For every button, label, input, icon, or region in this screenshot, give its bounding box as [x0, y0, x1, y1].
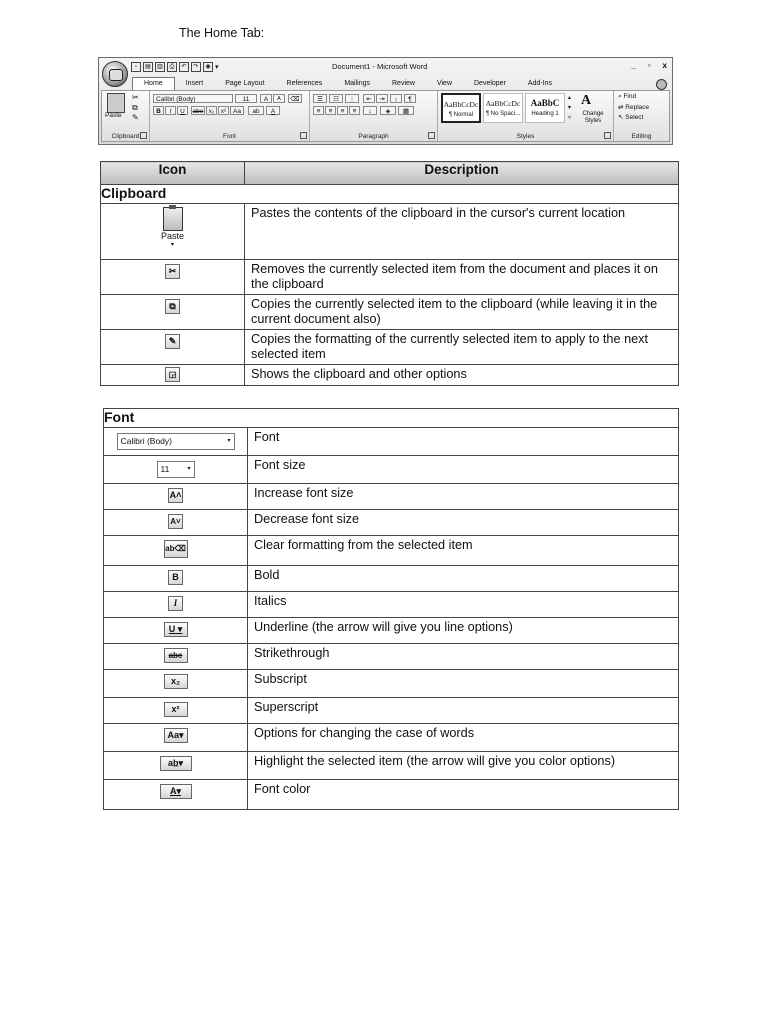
tab-mailings[interactable]: Mailings [344, 80, 370, 87]
clipboard-group [102, 91, 150, 141]
change-case-icon[interactable]: Aa [230, 106, 244, 115]
font-table [103, 408, 679, 810]
font-size-dropdown [157, 461, 195, 478]
window-controls [631, 61, 667, 70]
style-sample: AaBbC [530, 98, 560, 108]
tab-developer[interactable]: Developer [474, 80, 506, 87]
row-description: Increase font size [248, 484, 679, 510]
clipboard-launcher-icon[interactable] [140, 132, 147, 139]
tab-insert[interactable]: Insert [185, 80, 204, 87]
grow-font-icon: A˄ [168, 488, 183, 503]
styles-group-label: Styles [516, 133, 535, 140]
font-group-label: Font [222, 133, 236, 140]
window-title: Document1 - Microsoft Word [332, 62, 428, 71]
style-heading-1[interactable] [525, 93, 565, 123]
replace-label: Replace [625, 104, 650, 111]
row-description: Clear formatting from the selected item [248, 536, 679, 566]
table-row [101, 295, 679, 330]
maximize-icon[interactable]: ▫ [647, 61, 651, 70]
table-row [101, 204, 679, 260]
font-color-icon: A▾ [160, 784, 192, 799]
icon-column-header: Icon [101, 162, 245, 185]
font-name-value: Calibri (Body) [120, 436, 172, 446]
row-description: Pastes the contents of the clipboard in the cursor's current location [245, 204, 679, 260]
clipboard-table [100, 161, 679, 386]
row-description: Strikethrough [248, 644, 679, 670]
style-normal[interactable] [441, 93, 481, 123]
cut-icon[interactable]: ✂ [132, 93, 139, 102]
clipboard-group-label: Clipboard [111, 133, 140, 140]
qat-dropdown-icon[interactable]: ▾ [215, 63, 219, 71]
show-marks-icon[interactable]: ¶ [404, 94, 416, 103]
shrink-font-icon: A˅ [168, 514, 183, 529]
tab-add-ins[interactable]: Add-Ins [527, 80, 553, 87]
row-description: Bold [248, 566, 679, 592]
row-description: Copies the formatting of the currently selected item to apply to the next selected item [245, 330, 679, 365]
ribbon-body [101, 90, 670, 142]
bullets-icon[interactable]: ☰ [313, 94, 327, 103]
save-icon[interactable]: ▥ [155, 62, 165, 72]
table-row [104, 510, 679, 536]
find-button[interactable] [618, 93, 636, 101]
row-description: Italics [248, 592, 679, 618]
table-row [101, 330, 679, 365]
copy-icon: ⧉ [165, 299, 180, 314]
table-row [104, 644, 679, 670]
line-spacing-icon[interactable]: ↕ [363, 106, 377, 115]
borders-icon[interactable]: ▦ [398, 106, 414, 115]
table-row [104, 752, 679, 780]
justify-icon[interactable]: ≡ [349, 106, 360, 115]
style-name: Heading 1 [531, 111, 559, 117]
table-row [104, 724, 679, 752]
row-description: Shows the clipboard and other options [245, 365, 679, 386]
style-sample: AaBbCcDc [443, 100, 479, 109]
clipboard-launcher-icon: ◲ [165, 367, 180, 382]
select-label: Select [625, 114, 644, 121]
paragraph-group [310, 91, 438, 141]
replace-button[interactable] [618, 103, 649, 111]
align-center-icon[interactable]: ≡ [325, 106, 336, 115]
paste-icon [154, 207, 192, 248]
office-button-icon[interactable] [102, 61, 128, 87]
word-ribbon [98, 57, 673, 145]
font-section-title: Font [104, 409, 679, 428]
subscript-icon[interactable]: x₂ [206, 106, 217, 115]
editing-group-label: Editing [631, 133, 652, 140]
help-icon[interactable] [656, 79, 667, 90]
styles-launcher-icon[interactable] [604, 132, 611, 139]
change-styles-button[interactable]: Change Styles [582, 111, 604, 124]
table-row [101, 260, 679, 295]
page-heading: The Home Tab: [179, 26, 265, 40]
style-name: ¶ No Spaci... [485, 111, 521, 117]
font-color-icon[interactable]: A [266, 106, 280, 115]
styles-scroll-icon[interactable]: ▴ ▾ ▿ [568, 95, 572, 121]
table-header-row [101, 162, 679, 185]
clear-formatting-icon[interactable]: ⌫ [288, 94, 302, 103]
paste-caption: Paste [160, 231, 184, 241]
underline-icon[interactable]: U [177, 106, 188, 115]
chevron-down-icon: ▾ [187, 466, 191, 472]
clear-formatting-icon: ab⌫ [164, 540, 188, 558]
font-section-row [104, 409, 679, 428]
clipboard-section-title: Clipboard [101, 185, 679, 204]
editing-group [614, 91, 669, 141]
italic-icon[interactable]: I [165, 106, 176, 115]
table-row [104, 670, 679, 698]
align-right-icon[interactable]: ≡ [337, 106, 348, 115]
strikethrough-icon[interactable]: abe [192, 108, 204, 115]
chevron-down-icon: ▾ [227, 438, 231, 444]
table-row [104, 618, 679, 644]
bold-icon[interactable]: B [153, 106, 164, 115]
font-size-select[interactable]: 11 [235, 94, 257, 103]
change-styles-icon[interactable]: A [581, 93, 592, 108]
replace-icon: ⇄ [618, 104, 626, 111]
strikethrough-icon: abe [164, 648, 188, 663]
format-painter-icon[interactable]: ✎ [132, 113, 139, 122]
highlight-icon: ab̲▾ [160, 756, 192, 771]
quick-access-toolbar [131, 61, 219, 72]
table-row [104, 592, 679, 618]
row-description: Font size [248, 456, 679, 484]
font-name-dropdown [117, 433, 235, 450]
paste-icon[interactable] [107, 93, 125, 113]
find-label: Find [623, 93, 637, 100]
table-row [104, 780, 679, 810]
undo-icon[interactable]: ↶ [179, 62, 189, 72]
row-description: Removes the currently selected item from the document and places it on the clipboard [245, 260, 679, 295]
paragraph-launcher-icon[interactable] [428, 132, 435, 139]
paste-dropdown-icon: ▾ [170, 242, 174, 248]
cut-icon: ✂ [165, 264, 180, 279]
grow-font-icon[interactable]: A [260, 94, 272, 103]
ribbon-tabs [132, 77, 563, 90]
table-row [104, 484, 679, 510]
row-description: Decrease font size [248, 510, 679, 536]
open-icon[interactable]: ▤ [143, 62, 153, 72]
subscript-icon: x₂ [164, 674, 188, 689]
sort-icon[interactable]: ↕ [390, 94, 402, 103]
minimize-icon[interactable]: _ [631, 61, 636, 70]
tab-home[interactable]: Home [132, 77, 175, 90]
styles-group [438, 91, 614, 141]
shading-icon[interactable]: ◈ [380, 106, 396, 115]
bold-icon: B [168, 570, 183, 585]
font-size-value: 11 [160, 464, 170, 474]
font-group [150, 91, 310, 141]
clipboard-section-row [101, 185, 679, 204]
table-row [104, 536, 679, 566]
style-no-spacing[interactable] [483, 93, 523, 123]
decrease-indent-icon[interactable]: ⇤ [363, 94, 375, 103]
underline-icon: U ▾ [164, 622, 188, 637]
table-row [101, 365, 679, 386]
row-description: Subscript [248, 670, 679, 698]
numbering-icon[interactable]: ☷ [329, 94, 343, 103]
shrink-font-icon[interactable]: A [273, 94, 285, 103]
row-description: Highlight the selected item (the arrow will give you color options) [248, 752, 679, 780]
redo-icon[interactable]: ↷ [191, 62, 201, 72]
tab-view[interactable]: View [436, 80, 452, 87]
copy-icon[interactable]: ⧉ [132, 103, 138, 112]
row-description: Font color [248, 780, 679, 810]
font-launcher-icon[interactable] [300, 132, 307, 139]
align-left-icon[interactable]: ≡ [313, 106, 324, 115]
style-name: ¶ Normal [448, 112, 474, 118]
row-description: Options for changing the case of words [248, 724, 679, 752]
new-doc-icon[interactable]: ▫ [131, 62, 141, 72]
highlight-icon[interactable]: ab [248, 106, 264, 115]
table-row [104, 428, 679, 456]
italic-icon: I [168, 596, 183, 611]
superscript-icon[interactable]: x² [218, 106, 229, 115]
select-button[interactable] [618, 113, 643, 121]
table-row [104, 456, 679, 484]
tab-references[interactable]: References [286, 80, 323, 87]
select-icon: ↖ [618, 114, 626, 121]
row-description: Copies the currently selected item to the clipboard (while leaving it in the current document also) [245, 295, 679, 330]
find-icon: ⌕ [618, 93, 624, 100]
table-row [104, 566, 679, 592]
clipboard-icon [163, 207, 183, 231]
format-painter-icon: ✎ [165, 334, 180, 349]
paste-label[interactable]: Paste [105, 112, 122, 119]
multilevel-list-icon[interactable]: ⋮ [345, 94, 359, 103]
style-sample: AaBbCcDc [485, 99, 521, 108]
change-case-icon: Aa▾ [164, 728, 188, 743]
row-description: Underline (the arrow will give you line options) [248, 618, 679, 644]
paragraph-group-label: Paragraph [358, 133, 389, 140]
row-description: Font [248, 428, 679, 456]
table-row [104, 698, 679, 724]
print-icon[interactable]: ⎙ [167, 62, 177, 72]
tab-page-layout[interactable]: Page Layout [225, 80, 265, 87]
record-icon[interactable]: ◉ [203, 62, 213, 72]
font-name-select[interactable]: Calibri (Body) [153, 94, 233, 103]
row-description: Superscript [248, 698, 679, 724]
tab-review[interactable]: Review [392, 80, 415, 87]
increase-indent-icon[interactable]: ⇥ [376, 94, 388, 103]
close-icon[interactable]: x [662, 61, 667, 70]
superscript-icon: x² [164, 702, 188, 717]
description-column-header: Description [245, 162, 679, 185]
